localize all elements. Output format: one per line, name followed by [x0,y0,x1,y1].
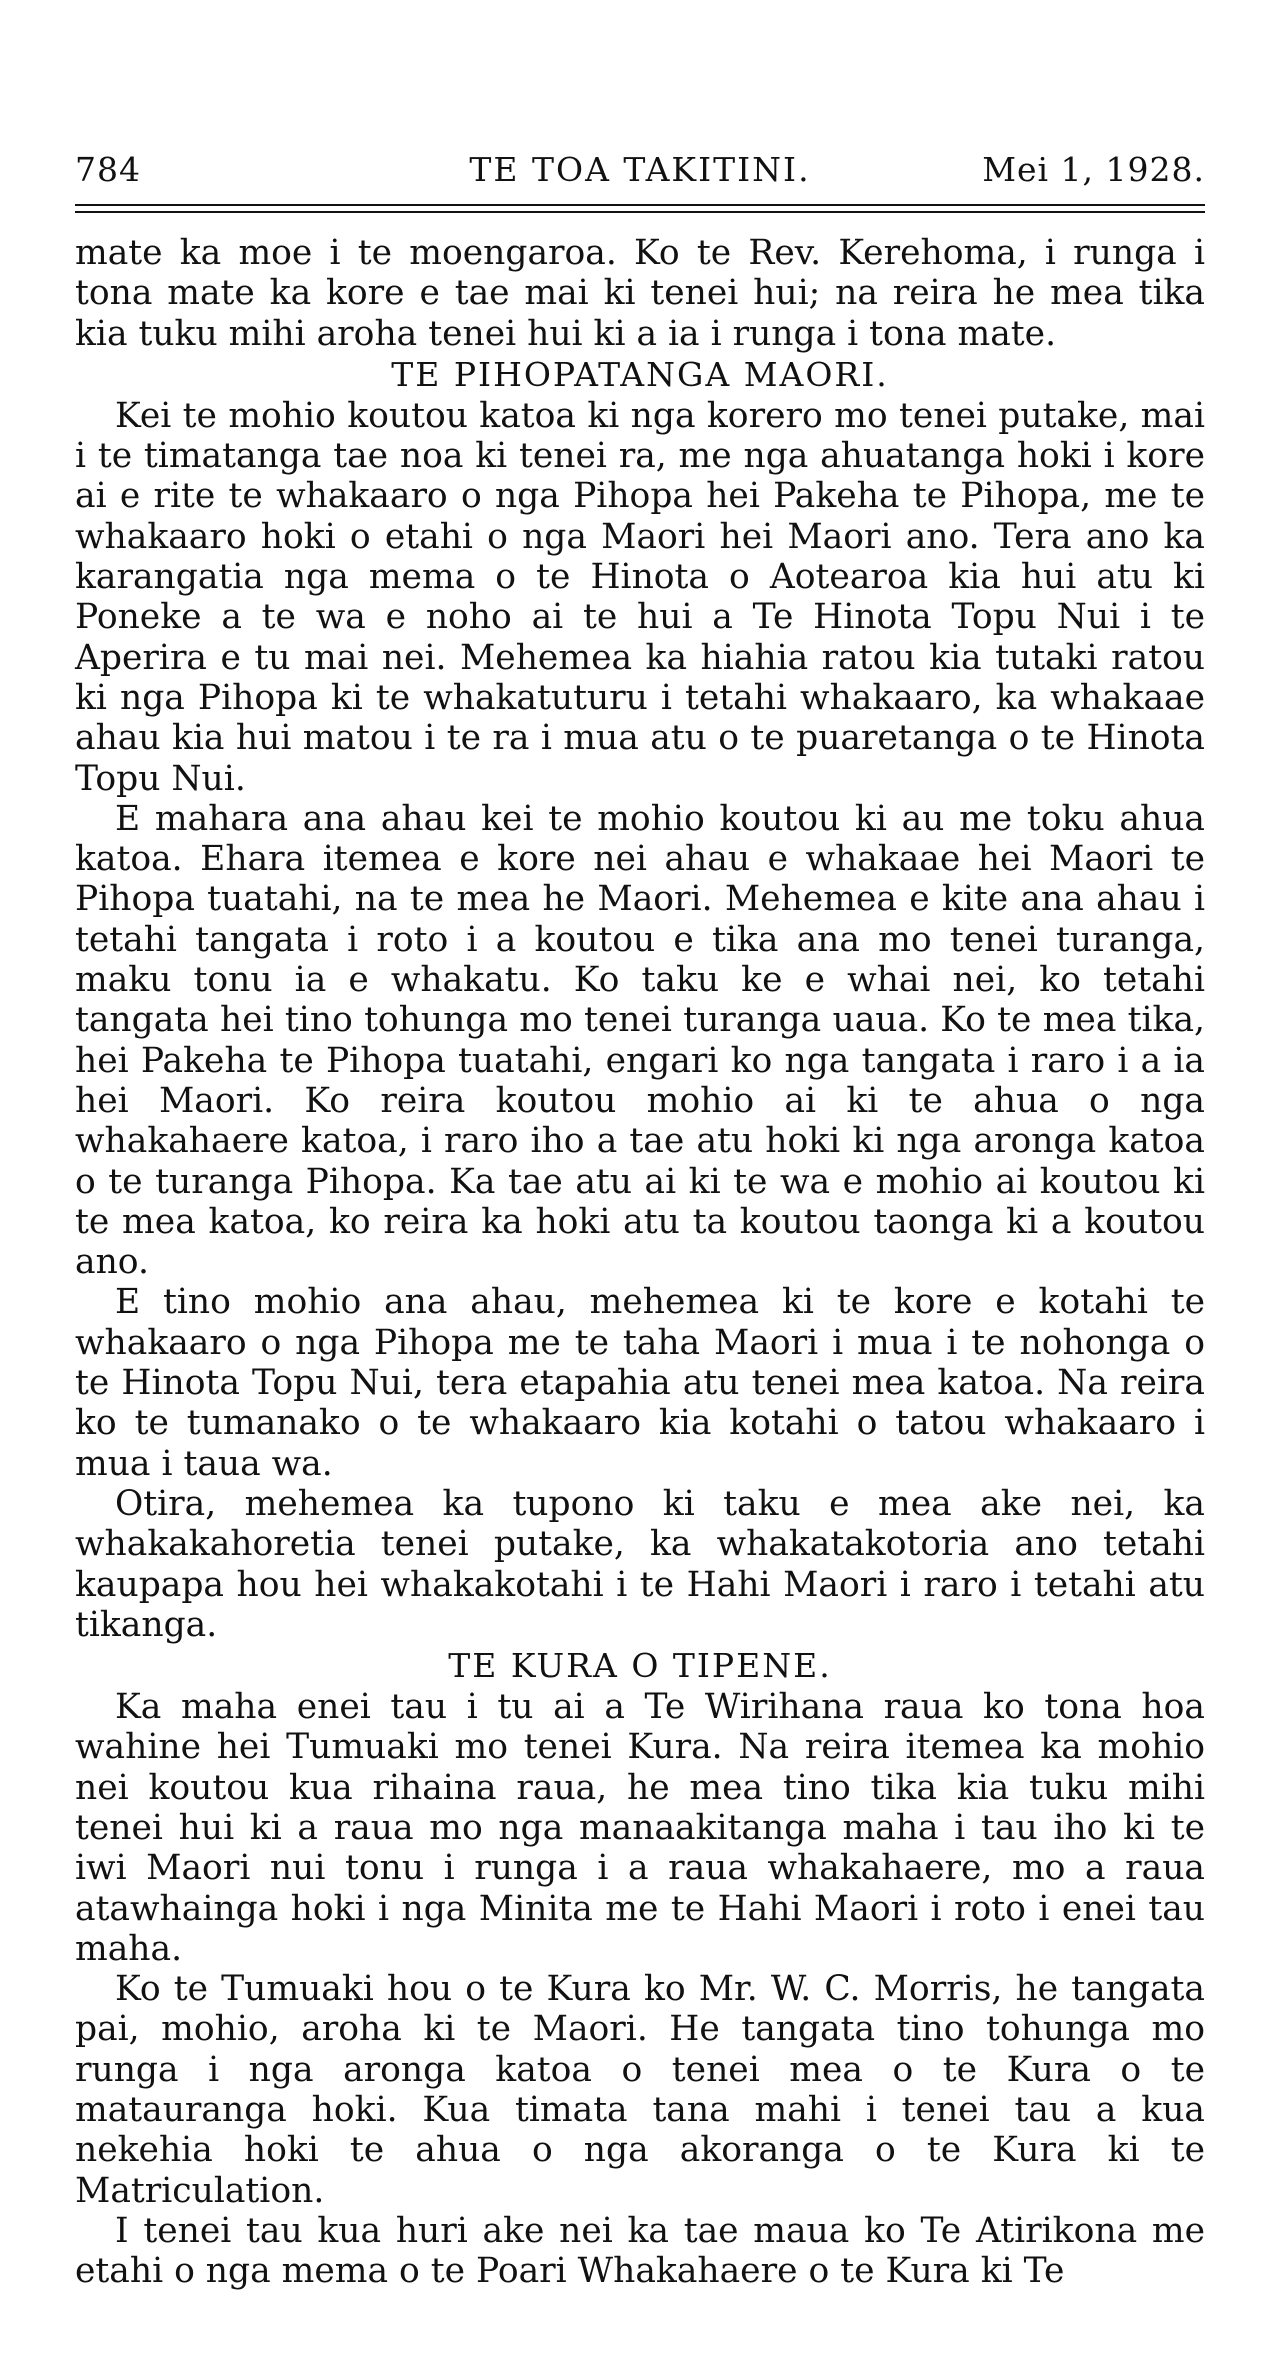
page [75,150,1205,2292]
intro-paragraph: mate ka moe i te moengaroa. Ko te Rev. Kerehoma, i runga i tona mate ka kore e tae mai ki tenei hui; na reira he mea tika kia tuku mihi aroha tenei hui ki a ia i runga i tona mate. [75,233,1205,354]
paragraph: E tino mohio ana ahau, mehemea ki te kore e kotahi te whakaaro o nga Pihopa me te taha Maori i mua i te nohonga o te Hinota Topu Nui, tera etapahia atu tenei mea katoa. Na reira ko te tumanako o te whakaaro kia kotahi o tatou whakaaro i mua i taua wa. [75,1282,1205,1484]
publication-title: TE TOA TAKITINI. [469,150,811,189]
section-title-pihopatanga: TE PIHOPATANGA MAORI. [391,354,889,394]
paragraph: Ka maha enei tau i tu ai a Te Wirihana raua ko tona hoa wahine hei Tumuaki mo tenei Kura. Na reira itemea ka mohio nei koutou kua rihaina raua, he mea tino tika kia tuku mihi tenei hui ki a raua mo nga manaakitanga maha i tau iho ki te iwi Maori nui tonu i runga i a raua whakahaere, mo a raua atawhainga hoki i nga Minita me te Hahi Maori i roto i enei tau maha. [75,1687,1205,1969]
paragraph: Kei te mohio koutou katoa ki nga korero mo tenei putake, mai i te timatanga tae noa ki tenei ra, me nga ahuatanga hoki i kore ai e rite te whakaaro o nga Pihopa hei Pakeha te Pihopa, me te whakaaro hoki o etahi o nga Maori hei Maori ano. Tera ano ka karangatia nga mema o te Hinota o Aotearoa kia hui atu ki Poneke a te wa e noho ai te hui a Te Hinota Topu Nui i te Aperira e tu mai nei. Mehemea ka hiahia ratou kia tutaki ratou ki nga Pihopa ki te whakatuturu i tetahi whakaaro, ka whakaae ahau kia hui matou i te ra i mua atu o te puaretanga o te Hinota Topu Nui. [75,395,1205,799]
paragraph: E mahara ana ahau kei te mohio koutou ki au me toku ahua katoa. Ehara itemea e kore nei ahau e whakaae hei Maori te Pihopa tuatahi, na te mea he Maori. Mehemea e kite ana ahau i tetahi tangata i roto i a koutou e tika ana mo tenei turanga, maku tonu ia e whakatu. Ko taku ke e whai nei, ko tetahi tangata hei tino tohunga mo tenei turanga uaua. Ko te mea tika, hei Pakeha te Pihopa tuatahi, engari ko nga tangata i raro i a ia hei Maori. Ko reira koutou mohio ai ki te ahua o nga whakahaere katoa, i raro iho a tae atu hoki ki nga aronga katoa o te turanga Pihopa. Ka tae atu ai ki te wa e mohio ai koutou ki te mea katoa, ko reira ka hoki atu ta koutou taonga ki a koutou ano. [75,798,1205,1283]
page-number: 784 [75,150,141,189]
paragraph: I tenei tau kua huri ake nei ka tae maua ko Te Atirikona me etahi o nga mema o te Poari Whakahaere o te Kura ki Te [75,2210,1205,2292]
header-rule-secondary [75,211,1205,213]
issue-date: Mei 1, 1928. [982,150,1205,189]
article-body [75,233,1205,2292]
paragraph: Ko te Tumuaki hou o te Kura ko Mr. W. C. Morris, he tangata pai, mohio, aroha ki te Maori. He tangata tino tohunga mo runga i nga aronga katoa o tenei mea o te Kura o te matauranga hoki. Kua timata tana mahi i tenei tau a kua nekehia hoki te ahua o nga akoranga o te Kura ki te Matriculation. [75,1969,1205,2211]
running-header [75,150,1205,200]
section-title-kura: TE KURA O TIPENE. [448,1646,832,1686]
header-rule [75,204,1205,206]
paragraph: Otira, mehemea ka tupono ki taku e mea ake nei, ka whakakahoretia tenei putake, ka whakatakotoria ano tetahi kaupapa hou hei whakakotahi i te Hahi Maori i raro i tetahi atu tikanga. [75,1483,1205,1645]
